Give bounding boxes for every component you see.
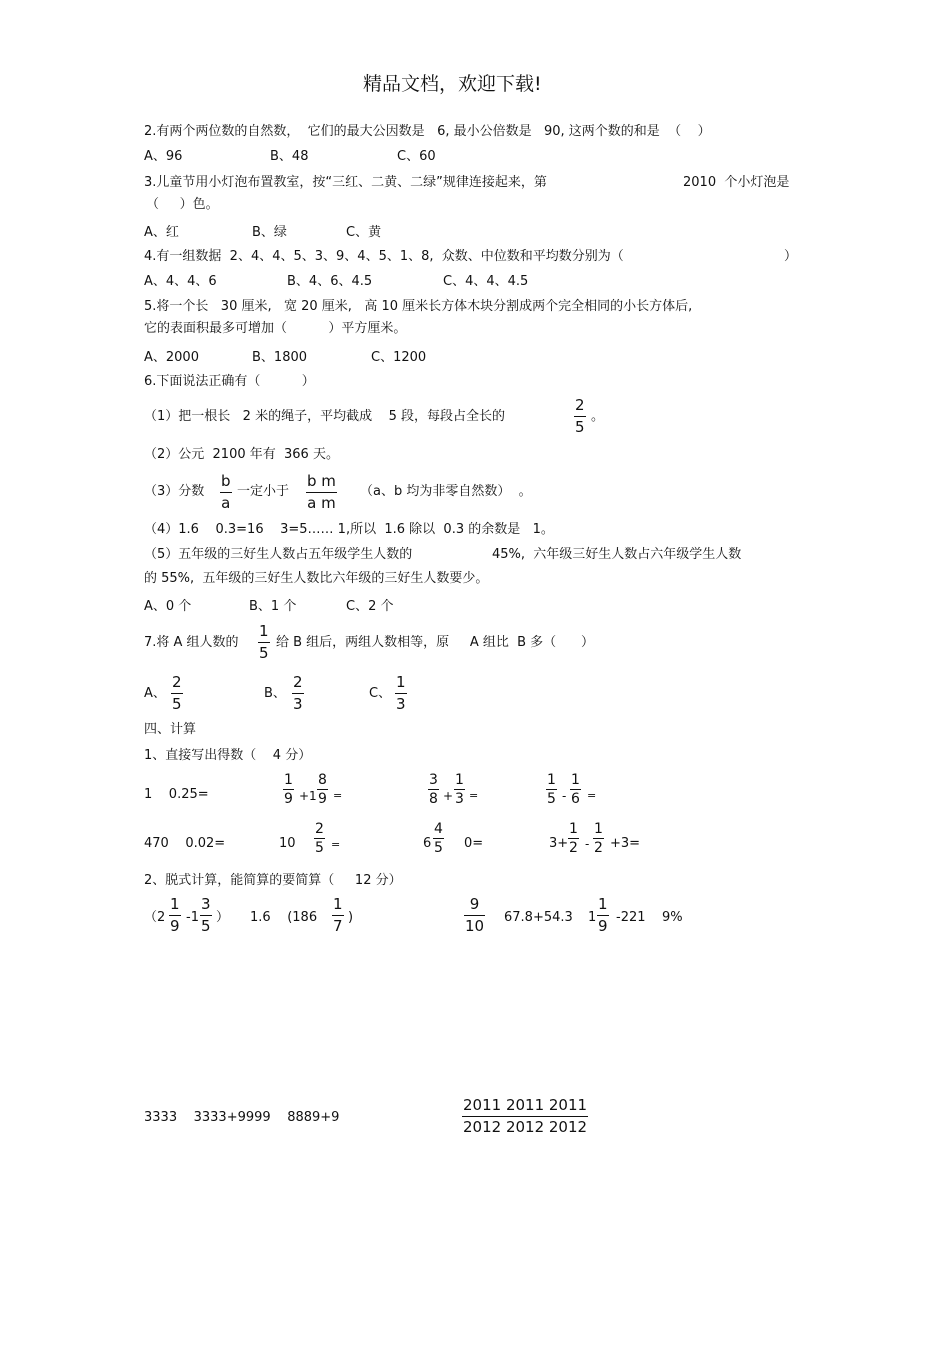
question-7-option-a: A、	[144, 686, 166, 701]
question-3-option-c: C、黄	[346, 225, 382, 240]
question-6-statement-2: （2）公元 2100 年有 366 天。	[144, 447, 339, 462]
question-4-option-a: A、4、4、6	[144, 274, 217, 289]
calc-1-2-operator: +1	[299, 789, 317, 803]
question-5-stem-continued: 它的表面积最多可增加（ ）平方厘米。	[144, 321, 407, 336]
question-2-option-b: B、48	[270, 149, 309, 164]
step-calc-5: 3333 3333+9999 8889+9	[144, 1110, 340, 1125]
question-6-stem: 6.下面说法正确有（ ）	[144, 374, 315, 389]
calc-1-2-fraction-b: 8 9	[318, 772, 327, 807]
calc-1-3-fraction-b: 1 3	[455, 772, 464, 807]
question-7-option-b: B、	[264, 686, 286, 701]
question-4-option-b: B、4、6、4.5	[287, 274, 373, 289]
calc-1-2-equals: =	[333, 789, 343, 802]
calc-1-4-equals: =	[587, 789, 597, 802]
question-5-stem: 5.将一个长 30 厘米, 宽 20 厘米, 高 10 厘米长方体木块分割成两个完全相同的小长方体后,	[144, 299, 693, 314]
question-5-option-a: A、2000	[144, 350, 199, 365]
question-4-stem: 4.有一组数据 2、4、4、5、3、9、4、5、1、8, 众数、中位数和平均数分别为（	[144, 249, 624, 264]
question-6-option-c: C、2 个	[346, 599, 394, 614]
calc-2-3-suffix: 0=	[464, 836, 484, 851]
calc-2-3-fraction: 4 5	[434, 821, 443, 856]
fraction-b-over-a: b a	[221, 472, 231, 512]
fraction-two-fifths: 2 5	[575, 396, 585, 436]
part-1-heading: 1、直接写出得数（ 4 分）	[144, 748, 312, 763]
question-6-statement-1: （1）把一根长 2 米的绳子，平均截成 5 段，每段占全长的	[144, 409, 506, 424]
calc-2-2-prefix: 10	[279, 836, 296, 851]
question-3-number: 2010 个小灯泡是	[683, 175, 790, 190]
calc-2-2-equals: =	[331, 838, 341, 851]
calc-2-2-fraction: 2 5	[315, 821, 324, 856]
part-2-heading: 2、脱式计算，能简算的要简算（ 12 分）	[144, 873, 402, 888]
question-6-statement-3-prefix: （3）分数	[144, 484, 205, 499]
question-3-option-b: B、绿	[252, 225, 287, 240]
section-4-heading: 四、计算	[144, 722, 197, 737]
step-calc-2-fraction: 1 7	[333, 895, 343, 935]
statement-1-period: 。	[591, 409, 605, 424]
calc-1-4-operator: -	[562, 789, 567, 803]
step-calc-4-prefix: 1	[588, 910, 597, 925]
question-3-stem: 3.儿童节用小灯泡布置教室，按“三红、二黄、二绿”规律连接起来，第	[144, 175, 547, 190]
calc-2-4-prefix: 3+	[549, 836, 569, 851]
step-calc-1-fraction-b: 3 5	[201, 895, 211, 935]
calc-1-3-equals: =	[469, 789, 479, 802]
step-calc-4-fraction: 1 9	[598, 895, 608, 935]
question-7-stem-suffix: 给 B 组后，两组人数相等，原 A 组比 B 多（ ）	[276, 635, 594, 650]
question-6-option-b: B、1 个	[249, 599, 297, 614]
question-6-statement-5a: （5）五年级的三好生人数占五年级学生人数的	[144, 547, 413, 562]
step-calc-1-prefix: （2	[144, 910, 166, 925]
calc-2-3-prefix: 6	[423, 836, 432, 851]
question-2-stem: 2.有两个两位数的自然数， 它们的最大公因数是 6, 最小公倍数是 90, 这两个数的和是 （ ）	[144, 124, 711, 139]
calc-1-3-fraction-a: 3 8	[429, 772, 438, 807]
fraction-one-fifth: 1 5	[259, 622, 269, 662]
question-4-bracket-close: ）	[784, 249, 798, 264]
question-3-option-a: A、红	[144, 225, 179, 240]
calc-1-4-fraction-b: 1 6	[571, 772, 580, 807]
question-2-option-a: A、96	[144, 149, 183, 164]
calc-2-4-operator: -	[585, 837, 590, 851]
calc-1-3-operator: +	[443, 789, 454, 803]
step-calc-4-suffix: -221 9%	[616, 910, 683, 925]
step-calc-1-suffix: ）	[216, 910, 230, 925]
statement-3-suffix: （a、b 均为非零自然数） 。	[360, 484, 532, 499]
question-4-option-c: C、4、4、4.5	[443, 274, 529, 289]
step-calc-1-fraction-a: 1 9	[170, 895, 180, 935]
question-7-stem-prefix: 7.将 A 组人数的	[144, 635, 239, 650]
step-calc-6-fraction-row: 2011 2011 2011 2012 2012 2012	[463, 1096, 588, 1136]
calc-2-4-fraction-a: 1 2	[569, 821, 578, 856]
step-calc-3-fraction: 9 10	[465, 895, 485, 935]
question-6-statement-5c: 的 55%, 五年级的三好生人数比六年级的三好生人数要少。	[144, 571, 489, 586]
question-5-option-b: B、1800	[252, 350, 308, 365]
calc-2-4-suffix: +3=	[610, 836, 641, 851]
step-calc-2-prefix: 1.6 (186	[250, 910, 318, 925]
question-7-option-c: C、	[369, 686, 392, 701]
option-b-fraction: 2 3	[293, 673, 303, 713]
step-calc-1-operator: -1	[186, 910, 199, 925]
calc-1-1: 1 0.25=	[144, 787, 209, 802]
step-calc-2-suffix: )	[348, 910, 354, 925]
question-6-statement-4: （4）1.6 0.3=16 3=5…… 1,所以 1.6 除以 0.3 的余数是 1。	[144, 522, 554, 537]
question-6-statement-5b: 45%, 六年级三好生人数占六年级学生人数	[492, 547, 742, 562]
question-2-option-c: C、60	[397, 149, 436, 164]
fraction-b-m-over-a-m: b m a m	[307, 472, 336, 512]
statement-3-middle: 一定小于	[237, 484, 290, 499]
calc-2-1: 470 0.02=	[144, 836, 226, 851]
calc-1-4-fraction-a: 1 5	[547, 772, 556, 807]
option-c-fraction: 1 3	[396, 673, 406, 713]
question-3-stem-continued: （ ）色。	[146, 197, 219, 212]
question-6-option-a: A、0 个	[144, 599, 192, 614]
page-title: 精品文档，欢迎下载!	[363, 73, 542, 95]
step-calc-3-suffix: 67.8+54.3	[504, 910, 573, 925]
question-5-option-c: C、1200	[371, 350, 427, 365]
calc-1-2-fraction-a: 1 9	[284, 772, 293, 807]
option-a-fraction: 2 5	[172, 673, 182, 713]
calc-2-4-fraction-b: 1 2	[594, 821, 603, 856]
